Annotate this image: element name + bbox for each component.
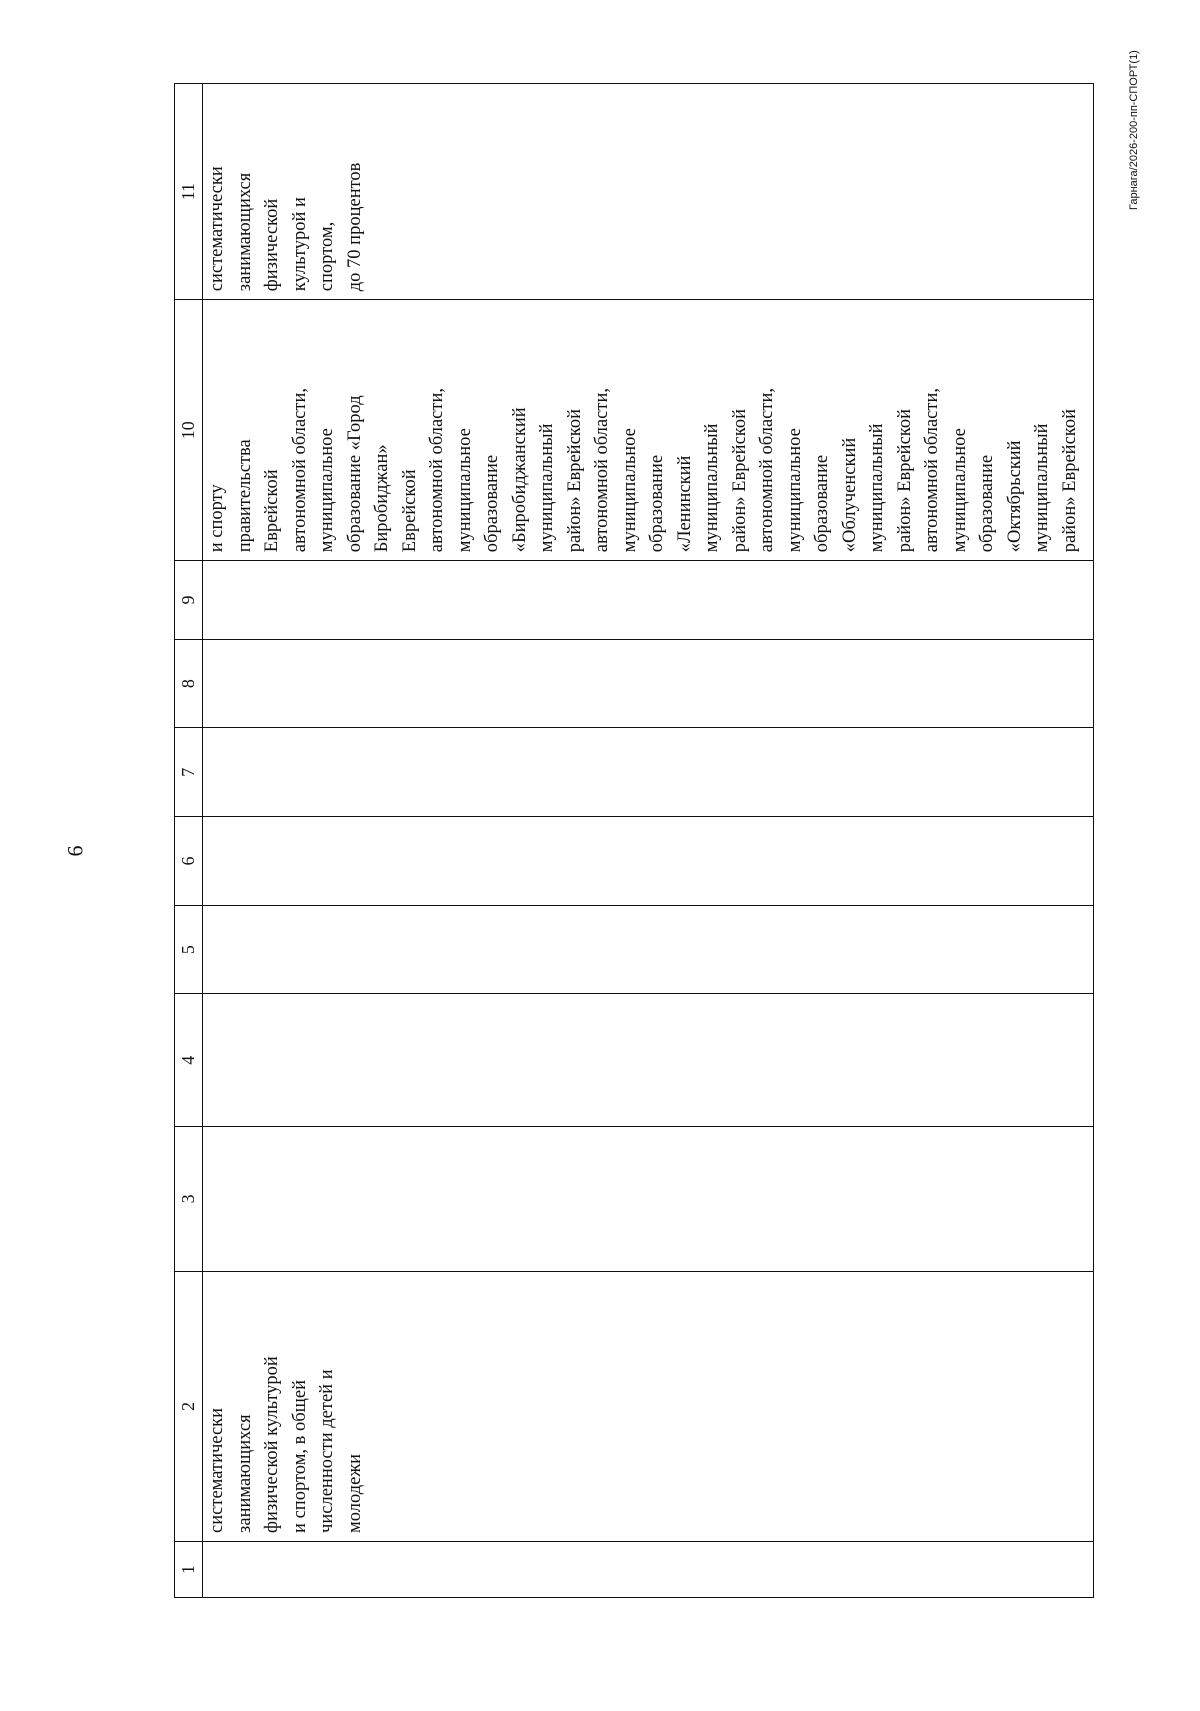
column-header: 1	[175, 1541, 203, 1597]
table-sheet	[174, 83, 1094, 1598]
data-table	[174, 83, 1094, 1598]
table-row	[203, 84, 1094, 1598]
column-header: 10	[175, 300, 203, 561]
page-number: 6	[62, 845, 88, 857]
column-header: 4	[175, 994, 203, 1127]
column-header: 11	[175, 84, 203, 300]
column-header: 6	[175, 817, 203, 906]
cell-text	[203, 1127, 204, 1271]
column-header: 8	[175, 639, 203, 728]
indicator-text: систематически занимающихся физической культурой и спортом, в общей численности детей и молодежи	[207, 1356, 365, 1533]
column-header: 3	[175, 1127, 203, 1272]
column-header: 5	[175, 905, 203, 994]
table-cell-8	[203, 639, 1094, 728]
table-cell-7	[203, 728, 1094, 817]
column-header: 9	[175, 561, 203, 640]
cell-text	[203, 561, 204, 639]
cell-text	[203, 728, 204, 816]
table-cell-result	[203, 84, 1094, 300]
table-header-row	[175, 84, 203, 1598]
table-cell-indicator	[203, 1271, 1094, 1541]
table-cell-executors	[203, 300, 1094, 561]
table-cell-5	[203, 905, 1094, 994]
table-cell-1	[203, 1541, 1094, 1597]
rotated-table-wrapper	[174, 83, 1094, 1598]
table-cell-4	[203, 994, 1094, 1127]
table-cell-6	[203, 817, 1094, 906]
column-header: 2	[175, 1271, 203, 1541]
table-cell-9	[203, 561, 1094, 640]
executors-text: и спорту правительства Еврейской автономной области, муниципальное образование «Город Биробиджан» Еврейской автономной области, муниципальное образование «Биробиджанский муниципальный район» Еврейской автономной области, муниципальное образование «Ленинский муниципальный район» Еврейской автономной области, муниципальное образование «Облученский муниципальный район» Еврейской автономной области, муниципальное образование «Октябрьский муниципальный район» Еврейской	[207, 387, 1080, 553]
cell-text	[203, 1542, 204, 1597]
document-code: Гарнага/2026-200-пп-СПОРТ(1)	[1128, 50, 1140, 210]
cell-text	[203, 640, 204, 728]
cell-text	[203, 994, 204, 1126]
column-header: 7	[175, 728, 203, 817]
cell-text	[203, 817, 204, 905]
result-text: систематически занимающихся физической культурой и спортом, до 70 процентов	[207, 162, 365, 292]
cell-text	[203, 906, 204, 994]
table-cell-3	[203, 1127, 1094, 1272]
